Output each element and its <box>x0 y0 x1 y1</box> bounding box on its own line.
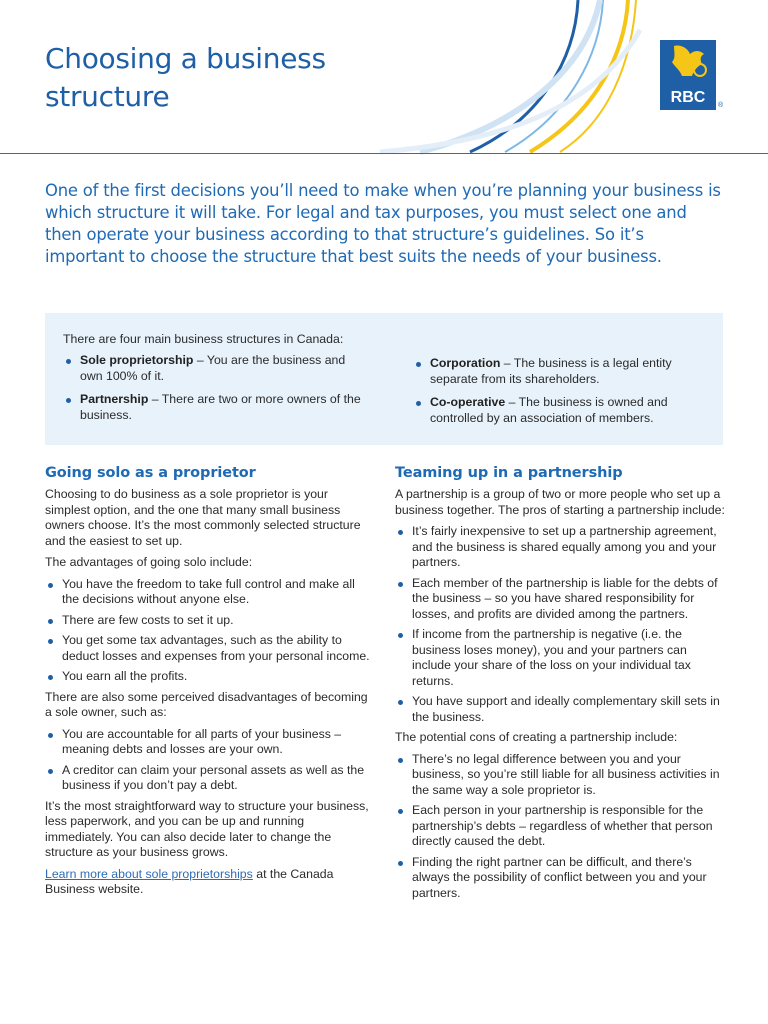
list-item: You have support and ideally complementary skill sets in the business. <box>395 694 725 725</box>
paragraph: A partnership is a group of two or more people who set up a business together. The pros of starting a partnership include: <box>395 487 725 517</box>
list-item: You earn all the profits. <box>45 669 375 685</box>
list-item: There’s no legal difference between you and your business, so you’re still liable for all business activities in the same way a sole proprietor is. <box>395 752 725 799</box>
learn-more-paragraph: Learn more about sole proprietorships at the Canada Business website. <box>45 866 334 896</box>
disadvantages-list <box>45 727 375 794</box>
paragraph: The potential cons of creating a partnership include: <box>395 730 678 744</box>
structures-intro: There are four main business structures in Canada: <box>63 332 344 346</box>
pros-list <box>395 524 725 725</box>
intro-paragraph: One of the first decisions you’ll need to make when you’re planning your business is which structure it will take. For legal and tax purposes, you must select one and then operate your business according to that structure’s guidelines. So it’s important to choose the structure that best suits the needs of your business. <box>45 181 721 266</box>
list-item: You have the freedom to take full control and make all the decisions without anyone else. <box>45 577 375 608</box>
structures-callout-box <box>45 313 723 445</box>
cons-list <box>395 752 725 902</box>
structures-list-right <box>413 356 698 434</box>
list-item: If income from the partnership is negative (i.e. the business loses money), you and your partners can include your share of the loss on your individual tax returns. <box>395 627 725 689</box>
paragraph: There are also some perceived disadvantages of becoming a sole owner, such as: <box>45 689 368 719</box>
logo-text: RBC <box>670 89 706 106</box>
list-item: Each member of the partnership is liable for the debts of the business – so you have shared responsibility for losses, and profits are divided among the partners. <box>395 576 725 623</box>
list-item: There are few costs to set it up. <box>45 613 375 629</box>
advantages-list <box>45 577 375 685</box>
structures-list-left <box>63 353 363 431</box>
paragraph: It’s the most straightforward way to structure your business, less paperwork, and you can be up and running immediately. You can also decide later to change the structure as your business grows. <box>45 798 369 859</box>
structure-item: Co-operative – The business is owned and controlled by an association of members. <box>413 395 698 426</box>
registered-mark: ® <box>718 102 724 109</box>
list-item: You get some tax advantages, such as the ability to deduct losses and expenses from your personal income. <box>45 633 375 664</box>
structure-item: Partnership – There are two or more owners of the business. <box>63 392 363 423</box>
list-item: It’s fairly inexpensive to set up a partnership agreement, and the business is shared equally among you and your partners. <box>395 524 725 571</box>
paragraph: The advantages of going solo include: <box>45 555 253 569</box>
list-item: Each person in your partnership is responsible for the partnership’s debts – regardless of whether that person directly caused the debt. <box>395 803 725 850</box>
learn-more-link[interactable]: Learn more about sole proprietorships <box>45 866 253 881</box>
list-item: Finding the right partner can be difficult, and there’s always the possibility of conflict between you and your partners. <box>395 855 725 902</box>
page-header <box>0 0 768 156</box>
paragraph: Choosing to do business as a sole proprietor is your simplest option, and the one that many small business owners choose. It’s the most commonly selected structure and the easiest to set up. <box>45 487 361 548</box>
header-divider <box>0 153 768 154</box>
section-heading: Teaming up in a partnership <box>395 465 623 481</box>
partnership-section <box>395 465 725 906</box>
section-heading: Going solo as a proprietor <box>45 465 256 481</box>
rbc-logo-icon <box>660 40 716 110</box>
structure-item: Sole proprietorship – You are the business and own 100% of it. <box>63 353 363 384</box>
list-item: A creditor can claim your personal assets as well as the business if you don’t pay a debt. <box>45 763 375 794</box>
page-title: Choosing a business structure <box>45 42 326 113</box>
list-item: You are accountable for all parts of your business – meaning debts and losses are your own. <box>45 727 375 758</box>
sole-proprietor-section <box>45 465 375 904</box>
structure-item: Corporation – The business is a legal entity separate from its shareholders. <box>413 356 698 387</box>
